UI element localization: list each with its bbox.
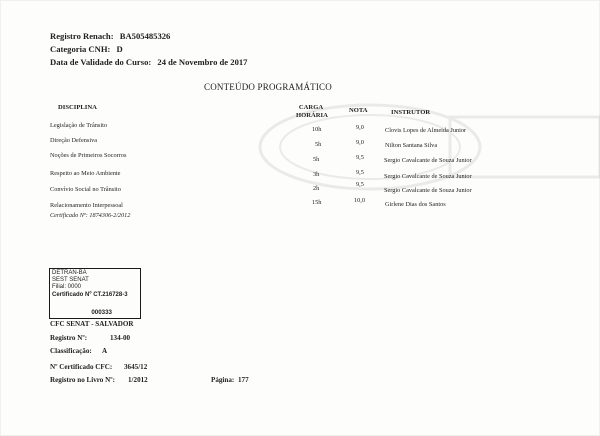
validade-label: Data de Validade do Curso: [50, 57, 152, 67]
row3-disciplina: Noções de Primeiros Socorros [50, 152, 127, 159]
row1-disciplina: Legislação de Trânsito [50, 122, 108, 129]
livro-label: Registro no Livro Nº: [50, 376, 115, 384]
row2-instrutor: Nilton Santana Silva [385, 142, 438, 149]
registro-label: Registro Nº: [50, 334, 88, 342]
row2-carga: 5h [315, 141, 322, 148]
categoria-label: Categoria CNH: [50, 44, 111, 54]
col-disciplina: DISCIPLINA [58, 104, 97, 111]
row4-nota: 9,5 [356, 169, 364, 176]
cfc-name: CFC SENAT - SALVADOR [50, 320, 134, 328]
pagina-value: 177 [238, 376, 249, 384]
row6-disciplina: Relacionamento Interpessoal [50, 202, 123, 209]
categoria-value: D [116, 44, 123, 54]
row1-nota: 9,0 [356, 124, 364, 131]
categoria-cnh [50, 44, 123, 54]
row3-nota: 9,5 [356, 154, 364, 161]
col-instrutor: INSTRUTOR [391, 109, 431, 116]
stamp-line-1: DETRAN-BA [52, 270, 87, 276]
registro-value: 134-00 [110, 334, 131, 342]
stamp-line-3: Filial: 0000 [52, 284, 82, 290]
cert-cfc-value: 3645/12 [124, 363, 148, 371]
row3-carga: 5h [313, 156, 320, 163]
row1-instrutor: Clovis Lopes de Almeida Junior [385, 127, 467, 134]
stamp-line-2: SEST SENAT [52, 277, 89, 283]
row4-carga: 3h [313, 171, 320, 178]
col-carga-horaria: CARGA HORÁRIA [296, 104, 328, 119]
validade-value: 24 de Novembro de 2017 [157, 57, 248, 67]
stamp-number: 000333 [91, 308, 112, 316]
row6-nota: 10,0 [354, 197, 366, 204]
pagina-label: Página: [211, 376, 235, 384]
row2-nota: 9,0 [356, 139, 364, 146]
detran-stamp [49, 268, 141, 319]
stamp-line-4: Certificado Nº CT.216728-3 [52, 292, 128, 298]
cert-cfc-label: Nº Certificado CFC: [50, 363, 113, 371]
row5-carga: 2h [313, 185, 320, 192]
livro-value: 1/2012 [128, 376, 148, 384]
data-validade [50, 57, 247, 67]
row5-nota: 9,5 [356, 181, 364, 188]
row4-disciplina: Respeito ao Meio Ambiente [50, 170, 121, 177]
row5-disciplina: Convívio Social no Trânsito [50, 186, 121, 193]
registro-renach [50, 31, 170, 41]
row1-carga: 10h [312, 126, 322, 133]
classificacao-label: Classificação: [50, 347, 92, 355]
registro-renach-value: BA505485326 [119, 31, 171, 41]
row5-instrutor: Sergio Cavalcante de Souza Junior [384, 187, 472, 194]
row4-instrutor: Sergio Cavalcante de Souza Junior [384, 173, 472, 180]
col-nota: NOTA [349, 107, 368, 114]
row3-instrutor: Sergio Cavalcante de Souza Junior [384, 157, 472, 164]
registro-renach-label: Registro Renach: [50, 31, 114, 41]
classificacao-value: A [102, 347, 108, 355]
certificado-note: Certificado Nº: 1874306-2/2012 [50, 212, 131, 219]
row6-instrutor: Girlene Dias dos Santos [385, 201, 446, 208]
row6-carga: 15h [312, 199, 322, 206]
page-title: CONTEÚDO PROGRAMÁTICO [204, 82, 332, 92]
row2-disciplina: Direção Defensiva [50, 137, 98, 144]
